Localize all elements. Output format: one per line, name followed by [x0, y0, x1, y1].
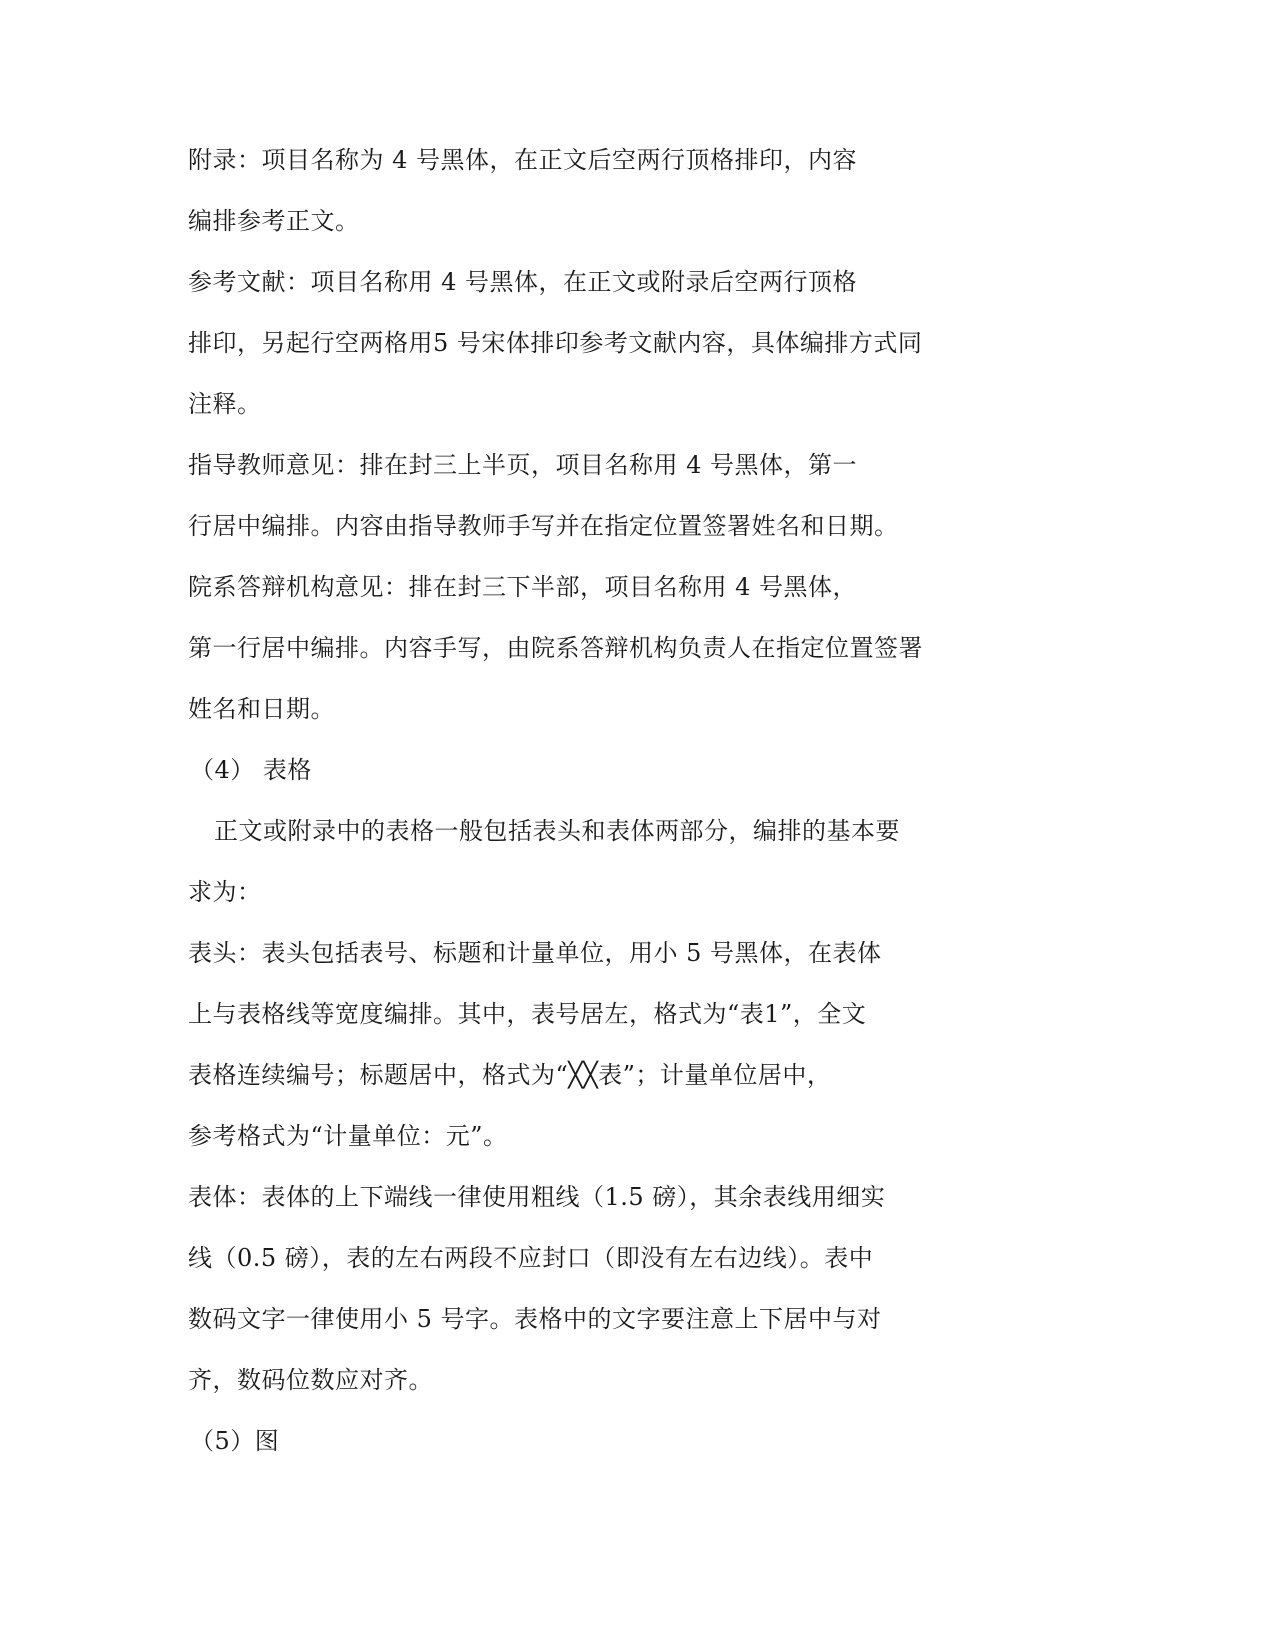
text-line-appendix: 附录：项目名称为 4 号黑体，在正文后空两行顶格排印，内容 [188, 146, 858, 174]
text-line-references: 参考文献：项目名称用 4 号黑体，在正文或附录后空两行顶格 [188, 268, 858, 296]
text-line: 线（0.5 磅），表的左右两段不应封口（即没有左右边线）。表中 [188, 1244, 874, 1272]
text-line: 注释。 [188, 390, 262, 418]
text-line-table-header: 表头：表头包括表号、标题和计量单位，用小 5 号黑体，在表体 [188, 939, 882, 967]
text-line: 齐，数码位数应对齐。 [188, 1366, 433, 1394]
text-line: 第一行居中编排。内容手写，由院系答辩机构负责人在指定位置签署 [188, 634, 923, 662]
text-line: 上与表格线等宽度编排。其中，表号居左，格式为“表1”，全文 [188, 1000, 867, 1028]
text-line-committee-opinion: 院系答辩机构意见：排在封三下半部，项目名称用 4 号黑体， [188, 573, 858, 601]
document-body [188, 142, 948, 1484]
section-heading-figures: （5）图 [190, 1427, 280, 1455]
text-line: 数码文字一律使用小 5 号字。表格中的文字要注意上下居中与对 [188, 1305, 882, 1333]
section-heading-tables: （4） 表格 [190, 756, 312, 784]
text-line-table-body: 表体：表体的上下端线一律使用粗线（1.5 磅），其余表线用细实 [188, 1183, 886, 1211]
text-line-advisor-opinion: 指导教师意见：排在封三上半页，项目名称用 4 号黑体，第一 [188, 451, 858, 479]
text-line: 参考格式为“计量单位：元”。 [188, 1122, 508, 1150]
text-line: 表格连续编号；标题居中，格式为“╳╳表”；计量单位居中， [188, 1061, 832, 1089]
text-line: 姓名和日期。 [188, 695, 335, 723]
text-line: 编排参考正文。 [188, 207, 360, 235]
text-line: 求为： [188, 878, 262, 906]
text-line: 排印，另起行空两格用5 号宋体排印参考文献内容，具体编排方式同 [188, 329, 923, 357]
text-line: 行居中编排。内容由指导教师手写并在指定位置签署姓名和日期。 [188, 512, 899, 540]
text-line-tables-intro: 正文或附录中的表格一般包括表头和表体两部分，编排的基本要 [214, 817, 900, 845]
